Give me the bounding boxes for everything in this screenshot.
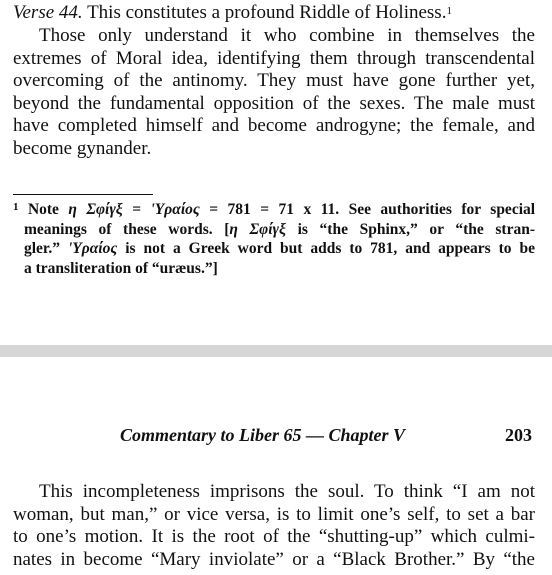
paragraph-line: extremes of Moral idea, identifying them through transcendental — [13, 47, 535, 69]
paragraph-line: overcoming of the antinomy. They must have gone further yet, — [13, 70, 535, 92]
footnote-line-text: is not a Greek word but adds to 781, and appears to be — [117, 240, 535, 257]
verse-heading — [13, 2, 535, 25]
footnote-line-text: meanings of these words. [ — [24, 220, 230, 238]
paragraph-line: This incompleteness imprisons the soul. To think “I am not — [39, 481, 535, 502]
paragraph-line: have completed himself and become androgyne; the female, and — [13, 115, 535, 137]
commentary-paragraph — [13, 25, 535, 161]
footnote-intro: Note — [27, 201, 59, 218]
running-head: Commentary to Liber 65 — Chapter V — [120, 425, 406, 445]
greek-sphinx: η Σφίγξ — [68, 201, 123, 218]
lower-page — [0, 357, 552, 575]
footnote-equals: = — [132, 201, 142, 218]
footnote-reference: 1 — [446, 5, 452, 17]
greek-sphinx: η Σφίγξ — [229, 220, 286, 238]
page-number: 203 — [505, 425, 532, 445]
paragraph-line: Those only understand it who combine in themselves the — [39, 25, 535, 46]
footnote-equation: = 781 = 71 x 11. See authorities for special — [209, 201, 536, 218]
paragraph-line: become gynander. — [13, 137, 152, 159]
paragraph-line: beyond the fundamental opposition of the sexes. The male must — [13, 92, 535, 114]
footnote-marker: 1 — [13, 201, 19, 213]
paragraph-line: nates in become “Mary inviolate” or a “Black Brother.” By “the — [13, 548, 535, 570]
footnote — [13, 200, 535, 278]
paragraph-line: to one’s motion. It is the root of the “shutting-up” which culmi- — [13, 526, 535, 548]
paragraph-line: woman, but man,” or vice versa, is to limit one’s self, to set a bar — [13, 503, 535, 525]
verse-label: Verse 44. — [13, 2, 83, 23]
footnote-line-text: gler.” — [24, 240, 68, 257]
footnote-line-text: is “the Sphinx,” or “the stran- — [285, 220, 536, 238]
footnote-divider — [13, 194, 153, 195]
footnote-line-text: a transliteration of “uræus.”] — [24, 259, 218, 277]
greek-uraeus: 'Υραίος — [67, 240, 118, 257]
commentary-paragraph — [13, 481, 535, 571]
page-separator — [0, 345, 552, 357]
greek-uraeus: 'Υραίος — [150, 201, 200, 218]
verse-text: This constitutes a profound Riddle of Holiness. — [87, 2, 447, 23]
